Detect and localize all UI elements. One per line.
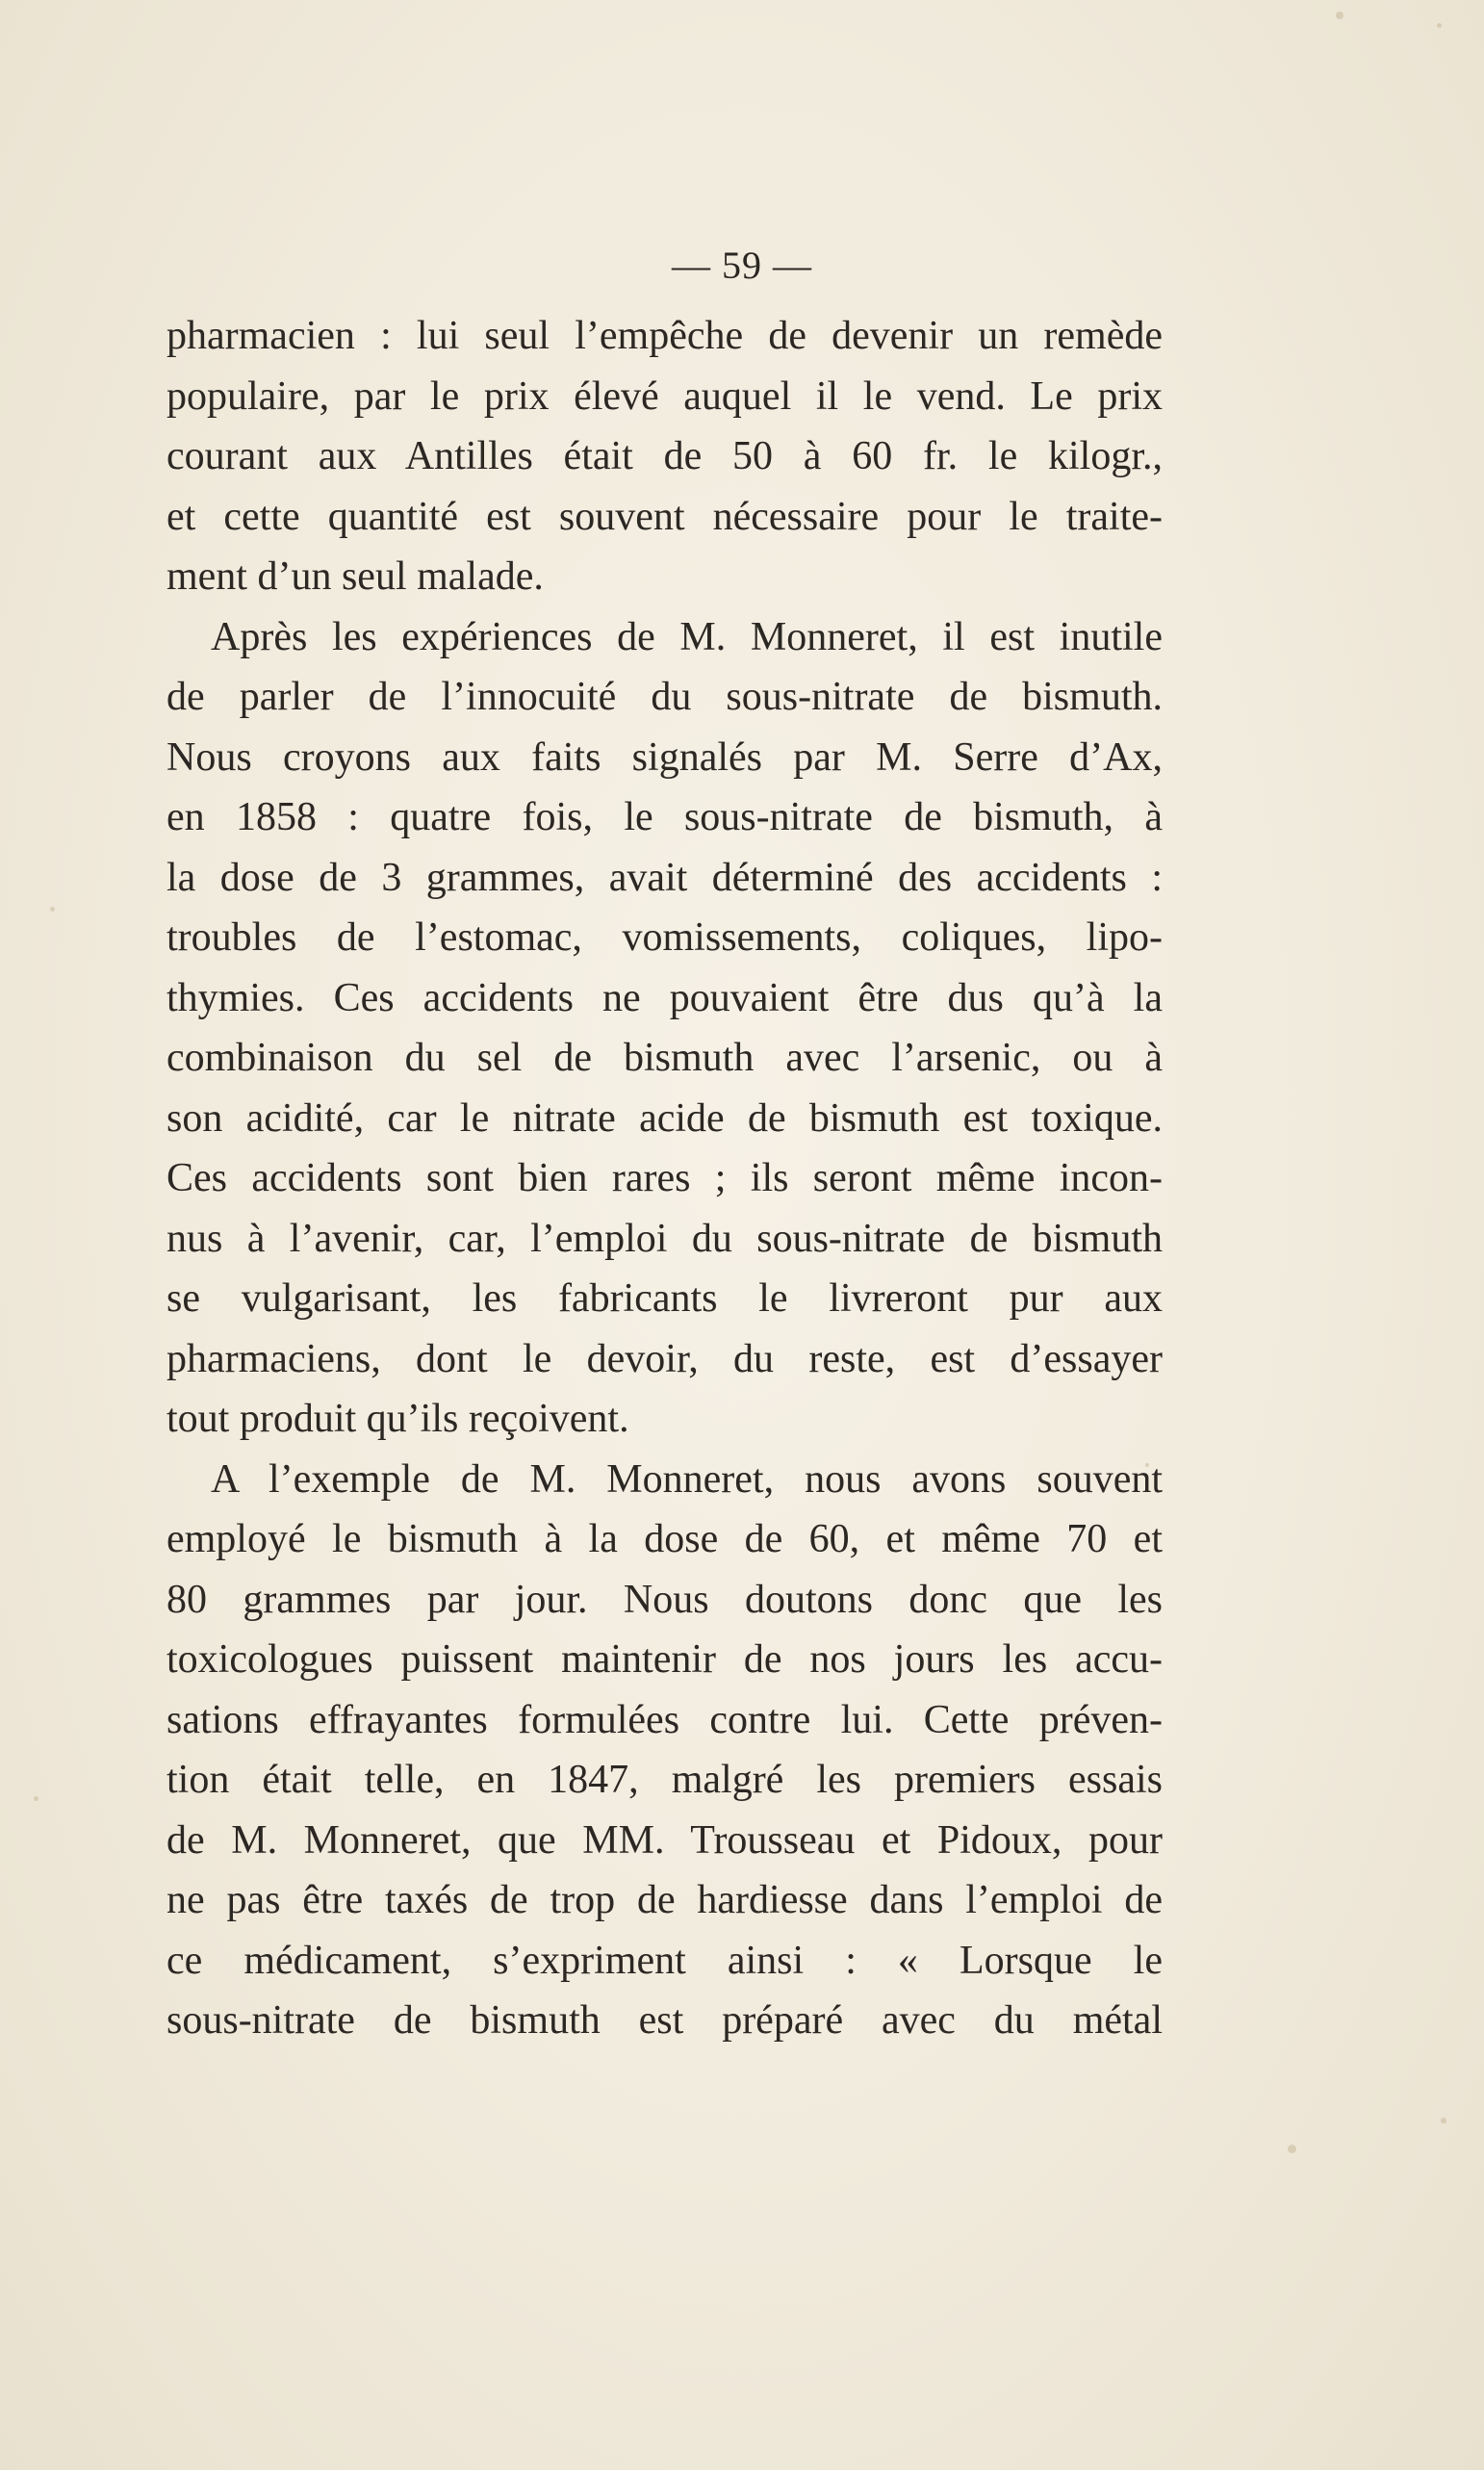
text-line: ce médicament, s’expriment ainsi : « Lorsque le xyxy=(166,1938,1163,1983)
text-line: ne pas être taxés de trop de hardiesse dans l’emploi de xyxy=(166,1878,1163,1922)
text-line: troubles de l’estomac, vomissements, coliques, lipo- xyxy=(166,915,1163,960)
text-line: Après les expériences de M. Monneret, il est inutile xyxy=(211,614,1163,659)
text-line: populaire, par le prix élevé auquel il le vend. Le prix xyxy=(166,373,1163,419)
text-line: et cette quantité est souvent nécessaire pour le traite- xyxy=(166,494,1163,539)
text-line: de parler de l’innocuité du sous-nitrate de bismuth. xyxy=(166,675,1163,719)
text-line: Nous croyons aux faits signalés par M. Serre d’Ax, xyxy=(166,734,1163,780)
paper-speck xyxy=(1336,12,1343,19)
text-line: A l’exemple de M. Monneret, nous avons souvent xyxy=(211,1456,1163,1502)
text-line: pharmaciens, dont le devoir, du reste, est d’essayer xyxy=(166,1336,1163,1381)
text-line: ment d’un seul malade. xyxy=(166,554,544,599)
text-line: toxicologues puissent maintenir de nos jours les accu- xyxy=(166,1637,1163,1682)
paper-speck xyxy=(1437,23,1442,28)
text-line: courant aux Antilles était de 50 à 60 fr. le kilogr., xyxy=(166,434,1163,478)
text-line: tion était telle, en 1847, malgré les premiers essais xyxy=(166,1758,1163,1802)
text-line: employé le bismuth à la dose de 60, et même 70 et xyxy=(166,1517,1163,1561)
text-line: 80 grammes par jour. Nous doutons donc que les xyxy=(166,1577,1163,1622)
text-line: la dose de 3 grammes, avait déterminé des accidents : xyxy=(166,855,1163,900)
paper-speck xyxy=(1288,2145,1296,2153)
text-line: tout produit qu’ils reçoivent. xyxy=(166,1397,629,1441)
text-line: combinaison du sel de bismuth avec l’arsenic, ou à xyxy=(166,1036,1163,1080)
text-line: thymies. Ces accidents ne pouvaient être dus qu’à la xyxy=(166,975,1163,1020)
page-number: — 59 — xyxy=(672,244,812,287)
text-line: sations effrayantes formulées contre lui. Cette préven- xyxy=(166,1697,1163,1742)
paper-speck xyxy=(34,1796,38,1801)
text-line: se vulgarisant, les fabricants le livreront pur aux xyxy=(166,1276,1163,1321)
text-line: pharmacien : lui seul l’empêche de devenir un remède xyxy=(166,314,1163,358)
text-line: son acidité, car le nitrate acide de bismuth est toxique. xyxy=(166,1095,1163,1141)
text-line: nus à l’avenir, car, l’emploi du sous-nitrate de bismuth xyxy=(166,1216,1163,1261)
paper-speck xyxy=(1441,2118,1446,2123)
body-text xyxy=(166,306,1163,2051)
text-line: sous-nitrate de bismuth est préparé avec du métal xyxy=(166,1998,1163,2043)
text-line: de M. Monneret, que MM. Trousseau et Pidoux, pour xyxy=(166,1817,1163,1863)
text-line: en 1858 : quatre fois, le sous-nitrate de bismuth, à xyxy=(166,795,1163,839)
text-line: Ces accidents sont bien rares ; ils seront même incon- xyxy=(166,1156,1163,1200)
paper-speck xyxy=(50,907,55,912)
